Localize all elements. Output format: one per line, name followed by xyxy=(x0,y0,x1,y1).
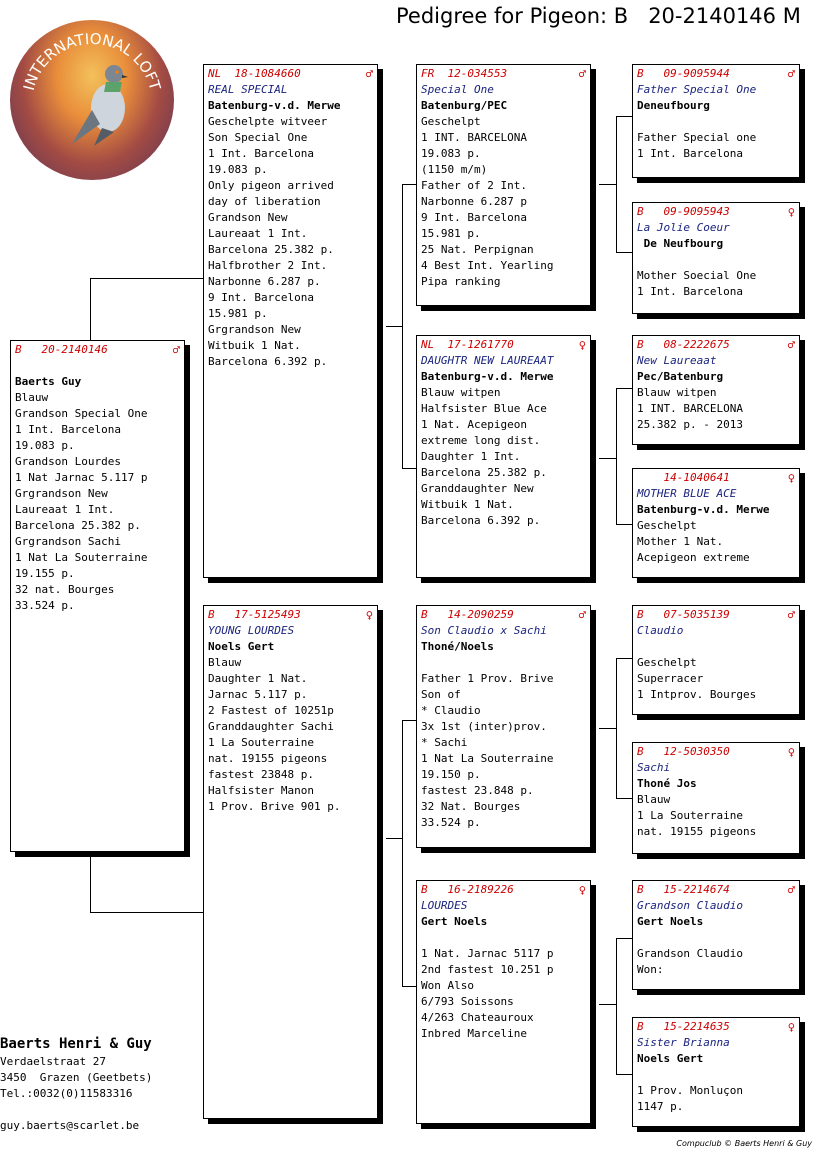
gen3-card xyxy=(632,468,800,578)
card-line: Grandson New xyxy=(208,211,288,224)
pigeon-owner: Thoné Jos xyxy=(637,777,697,790)
female-icon: ♀ xyxy=(787,745,795,759)
card-line: 19.083 p. xyxy=(421,147,481,160)
card-line: Father 1 Prov. Brive xyxy=(421,672,554,685)
card-line: Mother Soecial One xyxy=(637,269,757,282)
pigeon-owner: Batenburg-v.d. Merwe xyxy=(637,503,770,516)
svg-text:INTERNATIONAL LOFT xyxy=(20,30,165,93)
card-line: nat. 19155 pigeons xyxy=(637,825,757,838)
ring-number: B 07-5035139 xyxy=(637,608,730,621)
gen3-card xyxy=(632,335,800,445)
ring-number: 14-1040641 xyxy=(637,471,730,484)
ring-number: B 15-2214674 xyxy=(637,883,730,896)
card-line: 4 Best Int. Yearling xyxy=(421,259,554,272)
pigeon-name: LOURDES xyxy=(421,899,468,912)
card-line: 1 Nat La Souterraine xyxy=(421,752,554,765)
pigeon-owner: De Neufbourg xyxy=(637,237,724,250)
pigeon-name: La Jolie Coeur xyxy=(637,221,730,234)
card-line: Won Also xyxy=(421,979,474,992)
pigeon-name: YOUNG LOURDES xyxy=(208,624,295,637)
card-line: Grandson Lourdes xyxy=(15,455,121,468)
card-line: 32 nat. Bourges xyxy=(15,583,115,596)
card-line: 1 La Souterraine xyxy=(208,736,314,749)
card-line: 1 Int. Barcelona xyxy=(637,285,743,298)
breeder-city: 3450 Grazen (Geetbets) xyxy=(0,1071,153,1084)
card-line: Father of 2 Int. xyxy=(421,179,527,192)
card-line: Barcelona 6.392 p. xyxy=(208,355,328,368)
breeder-street: Verdaelstraat 27 xyxy=(0,1055,106,1068)
pigeon-name: REAL SPECIAL xyxy=(208,83,288,96)
male-icon: ♂ xyxy=(787,67,795,81)
pigeon-owner: Gert Noels xyxy=(421,915,488,928)
card-line: Laureaat 1 Int. xyxy=(15,503,115,516)
card-line: Inbred Marceline xyxy=(421,1027,527,1040)
card-line: 2nd fastest 10.251 p xyxy=(421,963,554,976)
ring-number: B 15-2214635 xyxy=(637,1020,730,1033)
ring-number: FR 12-034553 xyxy=(421,67,508,80)
card-line: Superracer xyxy=(637,672,704,685)
card-line: 1 Intprov. Bourges xyxy=(637,688,757,701)
card-line: Geschelpt xyxy=(637,519,697,532)
ring-number: B 16-2189226 xyxy=(421,883,514,896)
page-title: Pedigree for Pigeon: B 20-2140146 M xyxy=(396,4,801,28)
card-line: Blauw xyxy=(637,793,671,806)
card-line: 25.382 p. - 2013 xyxy=(637,418,743,431)
female-icon: ♀ xyxy=(787,1020,795,1034)
card-line: Grgrandson New xyxy=(15,487,108,500)
card-line: Pipa ranking xyxy=(421,275,501,288)
card-line: Geschelpte witveer xyxy=(208,115,328,128)
gen3-card xyxy=(632,880,800,990)
sire-card xyxy=(203,64,378,578)
card-line: 19.083 p. xyxy=(208,163,268,176)
card-line xyxy=(637,930,795,946)
card-line: 19.083 p. xyxy=(15,439,75,452)
card-line: Blauw witpen xyxy=(421,386,501,399)
card-line xyxy=(421,655,586,671)
card-line: Barcelona 25.382 p. xyxy=(208,243,334,256)
male-icon: ♂ xyxy=(172,343,180,357)
logo-text: INTERNATIONAL LOFT xyxy=(19,29,165,93)
card-line: fastest 23848 p. xyxy=(208,768,314,781)
card-line: Geschelpt xyxy=(637,656,697,669)
card-line: 33.524 p. xyxy=(15,599,75,612)
male-icon: ♂ xyxy=(787,883,795,897)
pigeon-owner: Batenburg-v.d. Merwe xyxy=(208,99,341,112)
pigeon-name: Special One xyxy=(421,83,494,96)
female-icon: ♀ xyxy=(365,608,373,622)
pigeon-owner: Thoné/Noels xyxy=(421,640,494,653)
pigeon-name: Claudio xyxy=(637,624,684,637)
card-line: 15.981 p. xyxy=(421,227,481,240)
male-icon: ♂ xyxy=(787,608,795,622)
card-line xyxy=(637,252,795,268)
card-line: Narbonne 6.287 p. xyxy=(208,275,321,288)
female-icon: ♀ xyxy=(578,338,586,352)
card-line: 1 Int. Barcelona xyxy=(208,147,314,160)
dam-card xyxy=(203,605,378,1119)
male-icon: ♂ xyxy=(787,338,795,352)
card-line: 1 Nat Jarnac 5.117 p xyxy=(15,471,148,484)
card-line: nat. 19155 pigeons xyxy=(208,752,328,765)
card-line: Barcelona 25.382 p. xyxy=(421,466,547,479)
breeder-info xyxy=(0,1034,152,1134)
card-line: 1 Nat. Jarnac 5117 p xyxy=(421,947,554,960)
card-line: Only pigeon arrived xyxy=(208,179,334,192)
card-line: 1147 p. xyxy=(637,1100,684,1113)
card-line: 1 Prov. Monluçon xyxy=(637,1084,743,1097)
male-icon: ♂ xyxy=(365,67,373,81)
pigeon-name: Son Claudio x Sachi xyxy=(421,624,547,637)
pigeon-owner: Deneufbourg xyxy=(637,99,710,112)
card-line: Grgrandson Sachi xyxy=(15,535,121,548)
card-line: Grandson Claudio xyxy=(637,947,743,960)
pigeon-name: Grandson Claudio xyxy=(637,899,743,912)
card-line xyxy=(421,930,586,946)
pigeon-name: Sachi xyxy=(637,761,671,774)
card-line xyxy=(637,114,795,130)
gen2-card-sire-sire xyxy=(416,64,591,306)
card-line: Won: xyxy=(637,963,664,976)
card-line: 32 Nat. Bourges xyxy=(421,800,521,813)
pigeon-owner: Batenburg/PEC xyxy=(421,99,508,112)
pigeon-owner: Noels Gert xyxy=(208,640,275,653)
gen2-card-dam-dam xyxy=(416,880,591,1124)
loft-logo xyxy=(10,20,174,180)
card-line: 6/793 Soissons xyxy=(421,995,514,1008)
card-line: Halfsister Manon xyxy=(208,784,314,797)
card-line: Blauw witpen xyxy=(637,386,717,399)
ring-number: B 09-9095943 xyxy=(637,205,730,218)
card-line: Jarnac 5.117 p. xyxy=(208,688,308,701)
footer-credit: Compuclub © Baerts Henri & Guy xyxy=(676,1139,812,1148)
ring-number: B 14-2090259 xyxy=(421,608,514,621)
card-line: Daughter 1 Nat. xyxy=(208,672,308,685)
ring-number: NL 18-1084660 xyxy=(208,67,301,80)
card-line: 1 Int. Barcelona xyxy=(15,423,121,436)
card-line: 1 La Souterraine xyxy=(637,809,743,822)
ring-number: B 12-5030350 xyxy=(637,745,730,758)
ring-number: B 17-5125493 xyxy=(208,608,301,621)
card-line: (1150 m/m) xyxy=(421,163,488,176)
pigeon-owner xyxy=(637,639,795,655)
card-line: 3x 1st (inter)prov. xyxy=(421,720,547,733)
pigeon-owner: Pec/Batenburg xyxy=(637,370,724,383)
ring-number: B 08-2222675 xyxy=(637,338,730,351)
pigeon-owner: Noels Gert xyxy=(637,1052,704,1065)
gen3-card xyxy=(632,202,800,314)
pigeon-owner: Batenburg-v.d. Merwe xyxy=(421,370,554,383)
ring-number: B 20-2140146 xyxy=(15,343,108,356)
card-line: 9 Int. Barcelona xyxy=(421,211,527,224)
card-line: extreme long dist. xyxy=(421,434,541,447)
card-line: 19.155 p. xyxy=(15,567,75,580)
card-line: Witbuik 1 Nat. xyxy=(421,498,514,511)
gen2-card-dam-sire xyxy=(416,605,591,848)
card-line: 1 INT. BARCELONA xyxy=(637,402,743,415)
card-line: Granddaughter Sachi xyxy=(208,720,334,733)
card-line xyxy=(637,1067,795,1083)
card-line: 4/263 Chateauroux xyxy=(421,1011,534,1024)
male-icon: ♂ xyxy=(578,608,586,622)
card-line: 25 Nat. Perpignan xyxy=(421,243,534,256)
card-line: 2 Fastest of 10251p xyxy=(208,704,334,717)
card-line: day of liberation xyxy=(208,195,321,208)
pigeon-owner: Baerts Guy xyxy=(15,375,82,388)
card-line: * Claudio xyxy=(421,704,481,717)
card-line: * Sachi xyxy=(421,736,468,749)
card-line: Geschelpt xyxy=(421,115,481,128)
card-line: 1 INT. BARCELONA xyxy=(421,131,527,144)
female-icon: ♀ xyxy=(787,471,795,485)
breeder-name: Baerts Henri & Guy xyxy=(0,1036,152,1052)
card-line: fastest 23.848 p. xyxy=(421,784,534,797)
pigeon-name xyxy=(15,358,180,374)
card-line: 15.981 p. xyxy=(208,307,268,320)
card-line: Granddaughter New xyxy=(421,482,534,495)
card-line: Laureaat 1 Int. xyxy=(208,227,308,240)
breeder-phone: Tel.:0032(0)11583316 xyxy=(0,1087,133,1100)
gen3-card xyxy=(632,742,800,854)
male-icon: ♂ xyxy=(578,67,586,81)
card-line: 1 Prov. Brive 901 p. xyxy=(208,800,341,813)
card-line: Grgrandson New xyxy=(208,323,301,336)
card-line: 1 Int. Barcelona xyxy=(637,147,743,160)
card-line: Mother 1 Nat. xyxy=(637,535,724,548)
pigeon-name: Father Special One xyxy=(637,83,757,96)
card-line: 1 Nat. Acepigeon xyxy=(421,418,527,431)
card-line: Narbonne 6.287 p xyxy=(421,195,527,208)
card-line: 9 Int. Barcelona xyxy=(208,291,314,304)
pigeon-owner: Gert Noels xyxy=(637,915,704,928)
card-line: Son of xyxy=(421,688,461,701)
card-line: Son Special One xyxy=(208,131,308,144)
card-line: Blauw xyxy=(208,656,242,669)
female-icon: ♀ xyxy=(578,883,586,897)
card-line: Father Special one xyxy=(637,131,757,144)
card-line: 33.524 p. xyxy=(421,816,481,829)
card-line: 19.150 p. xyxy=(421,768,481,781)
gen3-card xyxy=(632,605,800,715)
card-line: Witbuik 1 Nat. xyxy=(208,339,301,352)
card-line: Barcelona 25.382 p. xyxy=(15,519,141,532)
pigeon-icon xyxy=(72,65,128,146)
pigeon-name: DAUGHTR NEW LAUREAAT xyxy=(421,354,554,367)
card-line: Blauw xyxy=(15,391,49,404)
pigeon-name: New Laureaat xyxy=(637,354,717,367)
gen2-card-sire-dam xyxy=(416,335,591,578)
card-line: Halfsister Blue Ace xyxy=(421,402,547,415)
card-line: Grandson Special One xyxy=(15,407,148,420)
ring-number: NL 17-1261770 xyxy=(421,338,514,351)
card-line: Daughter 1 Int. xyxy=(421,450,521,463)
breeder-email: guy.baerts@scarlet.be xyxy=(0,1119,140,1132)
subject-card xyxy=(10,340,185,852)
pigeon-name: Sister Brianna xyxy=(637,1036,730,1049)
gen3-card xyxy=(632,64,800,178)
card-line: Halfbrother 2 Int. xyxy=(208,259,328,272)
pigeon-name: MOTHER BLUE ACE xyxy=(637,487,737,500)
ring-number: B 09-9095944 xyxy=(637,67,730,80)
card-line: 1 Nat La Souterraine xyxy=(15,551,148,564)
gen3-card xyxy=(632,1017,800,1127)
card-line: Barcelona 6.392 p. xyxy=(421,514,541,527)
female-icon: ♀ xyxy=(787,205,795,219)
card-line: Acepigeon extreme xyxy=(637,551,750,564)
